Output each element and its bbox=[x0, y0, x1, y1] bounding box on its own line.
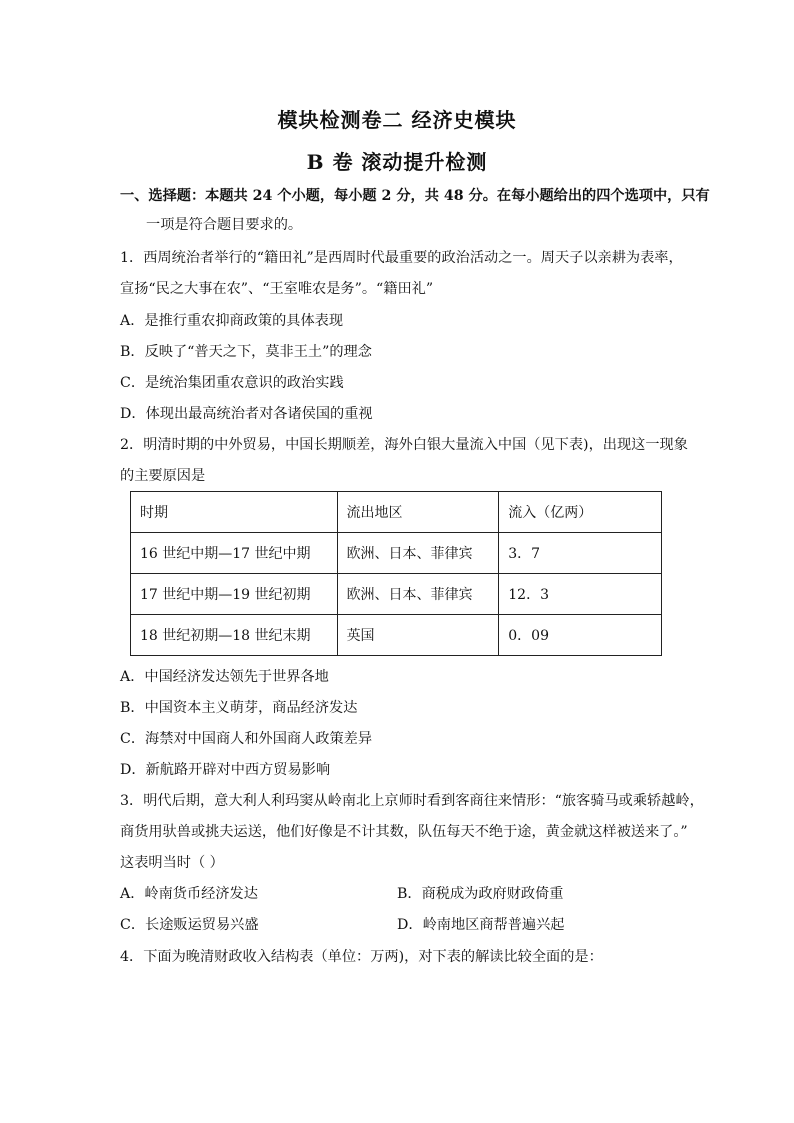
q1-option-a: A．是推行重农抑商政策的具体表现 bbox=[120, 313, 344, 329]
q3-option-a: A．岭南货币经济发达 bbox=[120, 886, 258, 902]
table-cell: 16 世纪中期—17 世纪中期 bbox=[131, 533, 338, 574]
page-title: 模块检测卷二 经济史模块 bbox=[277, 108, 517, 132]
q2-option-b: B．中国资本主义萌芽，商品经济发达 bbox=[120, 700, 358, 716]
table-cell: 英国 bbox=[337, 615, 499, 656]
q2-option-c: C．海禁对中国商人和外国商人政策差异 bbox=[120, 731, 373, 747]
table-header-cell: 流出地区 bbox=[337, 492, 499, 533]
q3-stem-line3: 这表明当时（ ） bbox=[120, 855, 224, 871]
table-cell: 欧洲、日本、菲律宾 bbox=[337, 574, 499, 615]
table-cell: 3．7 bbox=[499, 533, 662, 574]
q3-option-d: D．岭南地区商帮普遍兴起 bbox=[397, 917, 565, 933]
table-cell: 18 世纪初期—18 世纪末期 bbox=[131, 615, 338, 656]
table-row bbox=[131, 533, 662, 574]
table-cell: 欧洲、日本、菲律宾 bbox=[337, 533, 499, 574]
q1-option-d: D．体现出最高统治者对各诸侯国的重视 bbox=[120, 406, 373, 422]
section-instruction-cont: 一项是符合题目要求的。 bbox=[146, 217, 303, 233]
q3-option-c: C．长途贩运贸易兴盛 bbox=[120, 917, 259, 933]
q3-option-b: B．商税成为政府财政倚重 bbox=[397, 886, 564, 902]
table-header-cell: 流入（亿两） bbox=[499, 492, 662, 533]
q1-stem-line1: 1．西周统治者举行的“籍田礼”是西周时代最重要的政治活动之一。周天子以亲耕为表率， bbox=[120, 250, 683, 266]
table-cell: 0．09 bbox=[499, 615, 662, 656]
section-instruction: 一、选择题：本题共 24 个小题，每小题 2 分，共 48 分。在每小题给出的四个选项中，只有 bbox=[120, 188, 710, 204]
q1-option-b: B．反映了“普天之下，莫非王土”的理念 bbox=[120, 344, 372, 360]
table-header-row bbox=[131, 492, 662, 533]
q2-stem-line1: 2．明清时期的中外贸易，中国长期顺差，海外白银大量流入中国（见下表)，出现这一现象 bbox=[120, 437, 688, 453]
q2-option-d: D．新航路开辟对中西方贸易影响 bbox=[120, 762, 331, 778]
table-cell: 17 世纪中期—19 世纪初期 bbox=[131, 574, 338, 615]
q3-stem-line1: 3．明代后期，意大利人利玛窦从岭南北上京师时看到客商往来情形：“旅客骑马或乘轿越岭， bbox=[120, 793, 704, 809]
q1-option-c: C．是统治集团重农意识的政治实践 bbox=[120, 375, 344, 391]
q2-option-a: A．中国经济发达领先于世界各地 bbox=[120, 669, 329, 685]
page-subtitle: B 卷 滚动提升检测 bbox=[306, 150, 488, 174]
q2-stem-line2: 的主要原因是 bbox=[120, 468, 206, 484]
table-row bbox=[131, 615, 662, 656]
q1-stem-line2: 宣扬“民之大事在农”、“王室唯农是务”。“籍田礼” bbox=[120, 281, 434, 297]
q3-stem-line2: 商货用驮兽或挑夫运送，他们好像是不计其数，队伍每天不绝于途，黄金就这样被送来了。” bbox=[120, 824, 688, 840]
silver-inflow-table bbox=[130, 491, 662, 656]
table-header-cell: 时期 bbox=[131, 492, 338, 533]
table-cell: 12．3 bbox=[499, 574, 662, 615]
table-row bbox=[131, 574, 662, 615]
q4-stem-line1: 4．下面为晚清财政收入结构表（单位：万两)，对下表的解读比较全面的是： bbox=[120, 949, 603, 965]
